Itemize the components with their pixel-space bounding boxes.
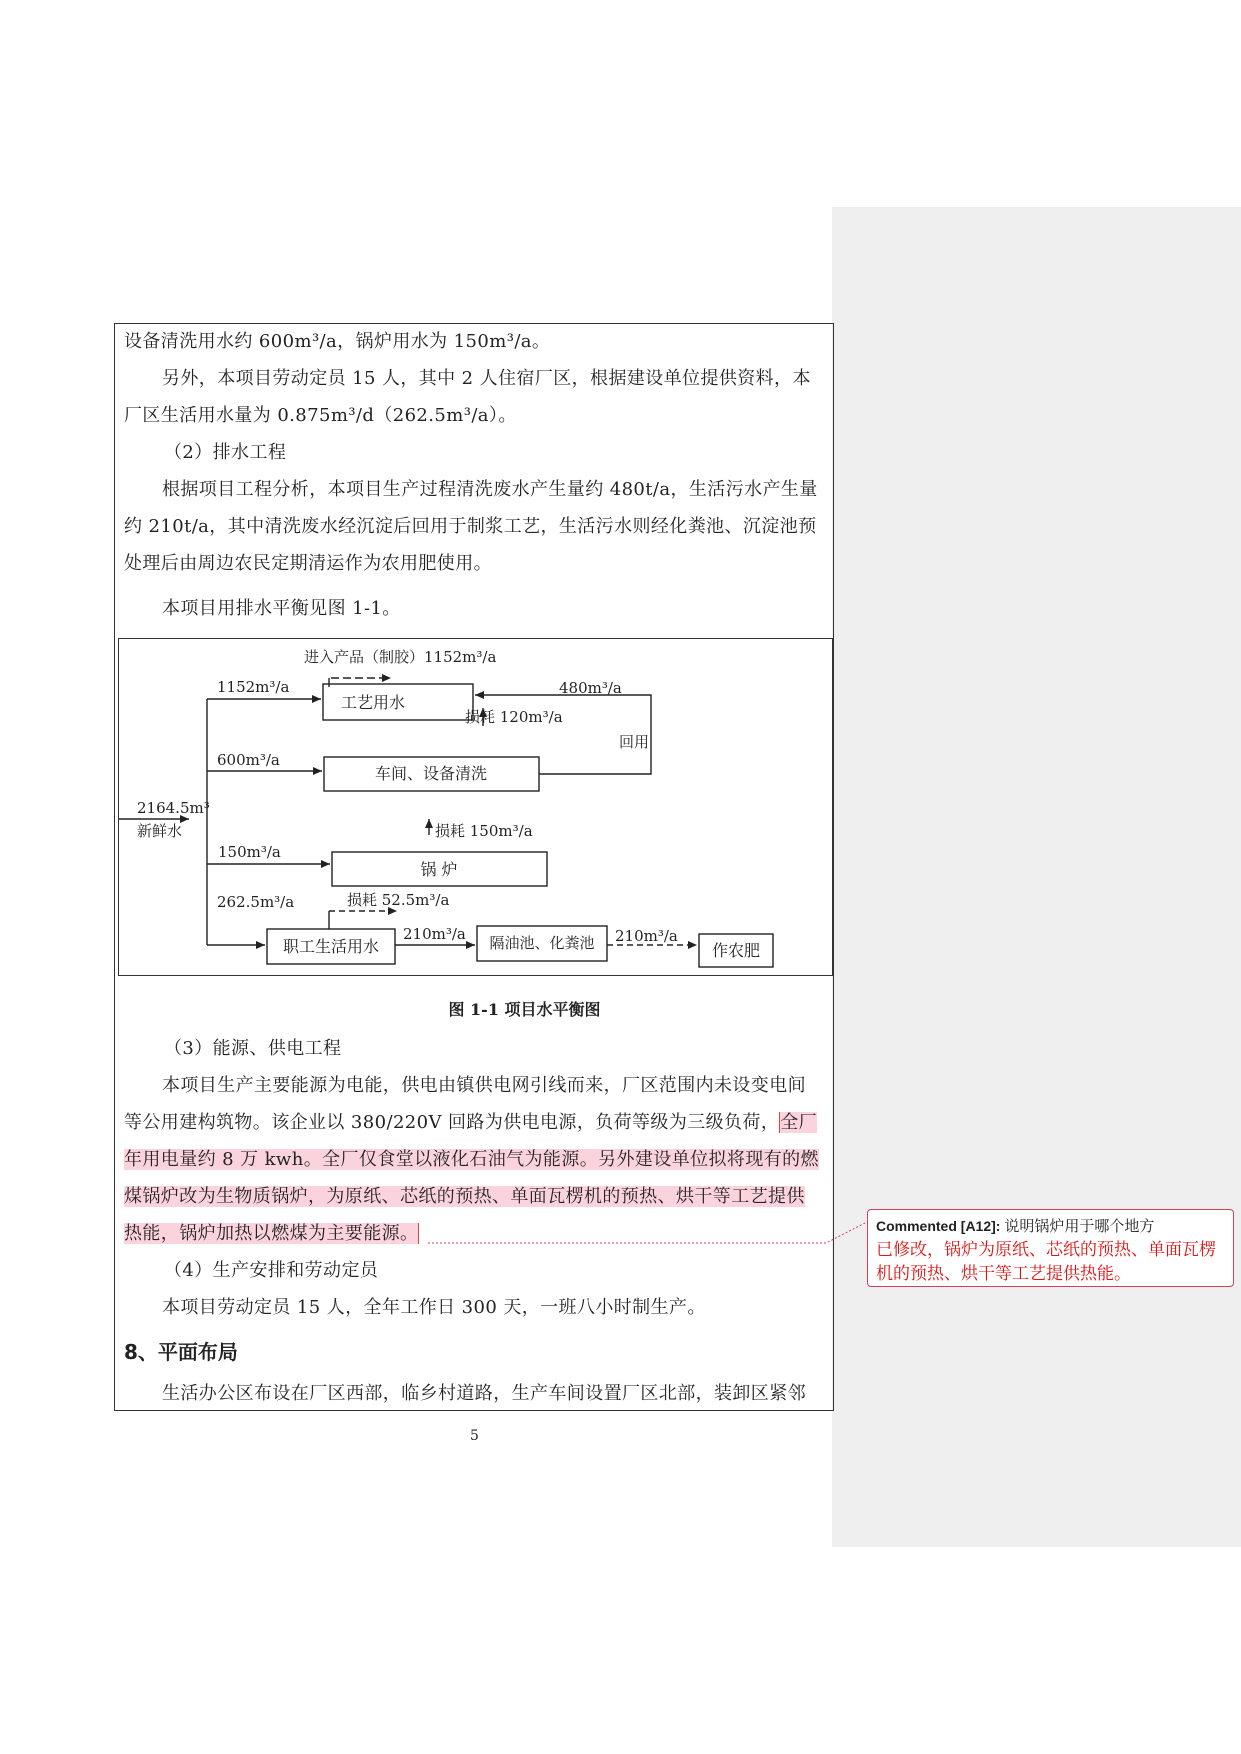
section-heading-layout: 8、平面布局	[124, 1340, 238, 1364]
box-boiler-label: 锅 炉	[420, 860, 458, 879]
box-tank-label: 隔油池、化粪池	[489, 934, 595, 952]
box-clean-label: 车间、设备清洗	[374, 764, 488, 783]
flow-label-to-tank: 210m³/a	[403, 925, 466, 943]
paragraph-labor-line-2: 厂区生活用水量为 0.875m³/d（262.5m³/a）。	[124, 405, 517, 426]
page-number: 5	[470, 1428, 479, 1444]
box-fertilizer-label: 作农肥	[711, 941, 761, 960]
heading-energy: （3）能源、供电工程	[164, 1038, 342, 1059]
text-line: 设备清洗用水约 600m³/a，锅炉用水为 150m³/a。	[124, 331, 551, 352]
paragraph-balance-reference: 本项目用排水平衡见图 1-1。	[162, 598, 401, 619]
paragraph-layout: 生活办公区布设在厂区西部，临乡村道路，生产车间设置厂区北部，装卸区紧邻	[162, 1383, 806, 1404]
energy-line-2-text: 等公用建构筑物。该企业以 380/220V 回路为供电电源，负荷等级为三级负荷，	[124, 1112, 780, 1133]
recycle-label: 回用	[619, 733, 650, 751]
comment-header	[876, 1214, 1225, 1238]
product-label: 进入产品（制胶）1152m³/a	[304, 648, 497, 666]
highlighted-text: 年用电量约 8 万 kwh。全厂仅食堂以液化石油气为能源。另外建设单位拟将现有的燃	[124, 1149, 819, 1170]
comment-reply: 已修改，锅炉为原纸、芯纸的预热、单面瓦楞机的预热、烘干等工艺提供热能。	[876, 1240, 1216, 1284]
flow-label-process: 1152m³/a	[217, 678, 290, 696]
figure-caption: 图 1-1 项目水平衡图	[448, 1000, 601, 1019]
box-process-label: 工艺用水	[341, 693, 406, 712]
paragraph-energy-line-5	[124, 1215, 826, 1252]
source-label: 新鲜水	[137, 822, 183, 840]
paragraph-energy-line-1: 本项目生产主要能源为电能，供电由镇供电网引线而来，厂区范围内未设变电间	[162, 1075, 806, 1096]
paragraph-staffing: 本项目劳动定员 15 人，全年工作日 300 天，一班八小时制生产。	[162, 1297, 706, 1318]
flow-label-recycle: 480m³/a	[559, 679, 622, 697]
paragraph-drainage-line-1: 根据项目工程分析，本项目生产过程清洗废水产生量约 480t/a，生活污水产生量	[162, 479, 818, 500]
paragraph-drainage-line-3: 处理后由周边农民定期清运作为农用肥使用。	[124, 553, 492, 574]
flow-label-clean: 600m³/a	[217, 751, 280, 769]
loss-label-boiler: 损耗 150m³/a	[435, 822, 533, 840]
highlight-start: 全厂	[780, 1112, 818, 1133]
comment-question: 说明锅炉用于哪个地方	[1004, 1217, 1155, 1235]
heading-staffing: （4）生产安排和劳动定员	[164, 1260, 379, 1281]
water-balance-diagram	[118, 638, 833, 976]
comment-tag: Commented [A12]:	[876, 1218, 1001, 1234]
flow-label-to-fertilizer: 210m³/a	[615, 927, 678, 945]
paragraph-energy-line-2	[124, 1104, 826, 1141]
paragraph-labor-line-1: 另外，本项目劳动定员 15 人，其中 2 人住宿厂区，根据建设单位提供资料，本	[162, 368, 811, 389]
highlighted-text: 煤锅炉改为生物质锅炉，为原纸、芯纸的预热、单面瓦楞机的预热、烘干等工艺提供	[124, 1186, 805, 1207]
flow-label-boiler: 150m³/a	[218, 843, 281, 861]
box-domestic-label: 职工生活用水	[282, 937, 380, 956]
loss-label-domestic: 损耗 52.5m³/a	[347, 891, 450, 909]
paragraph-energy-line-3	[124, 1141, 826, 1178]
flow-label-domestic: 262.5m³/a	[217, 893, 295, 911]
paragraph-energy-line-4	[124, 1178, 826, 1215]
heading-drainage: （2）排水工程	[164, 442, 287, 463]
loss-label-process: 损耗 120m³/a	[465, 708, 563, 726]
highlighted-text: 热能，锅炉加热以燃煤为主要能源。	[124, 1223, 419, 1244]
comment-sidebar	[832, 207, 1241, 1547]
comment-balloon[interactable]	[867, 1209, 1234, 1287]
paragraph-drainage-line-2: 约 210t/a，其中清洗废水经沉淀后回用于制浆工艺，生活污水则经化粪池、沉淀池预	[124, 516, 817, 537]
source-amount: 2164.5m³	[137, 799, 210, 817]
